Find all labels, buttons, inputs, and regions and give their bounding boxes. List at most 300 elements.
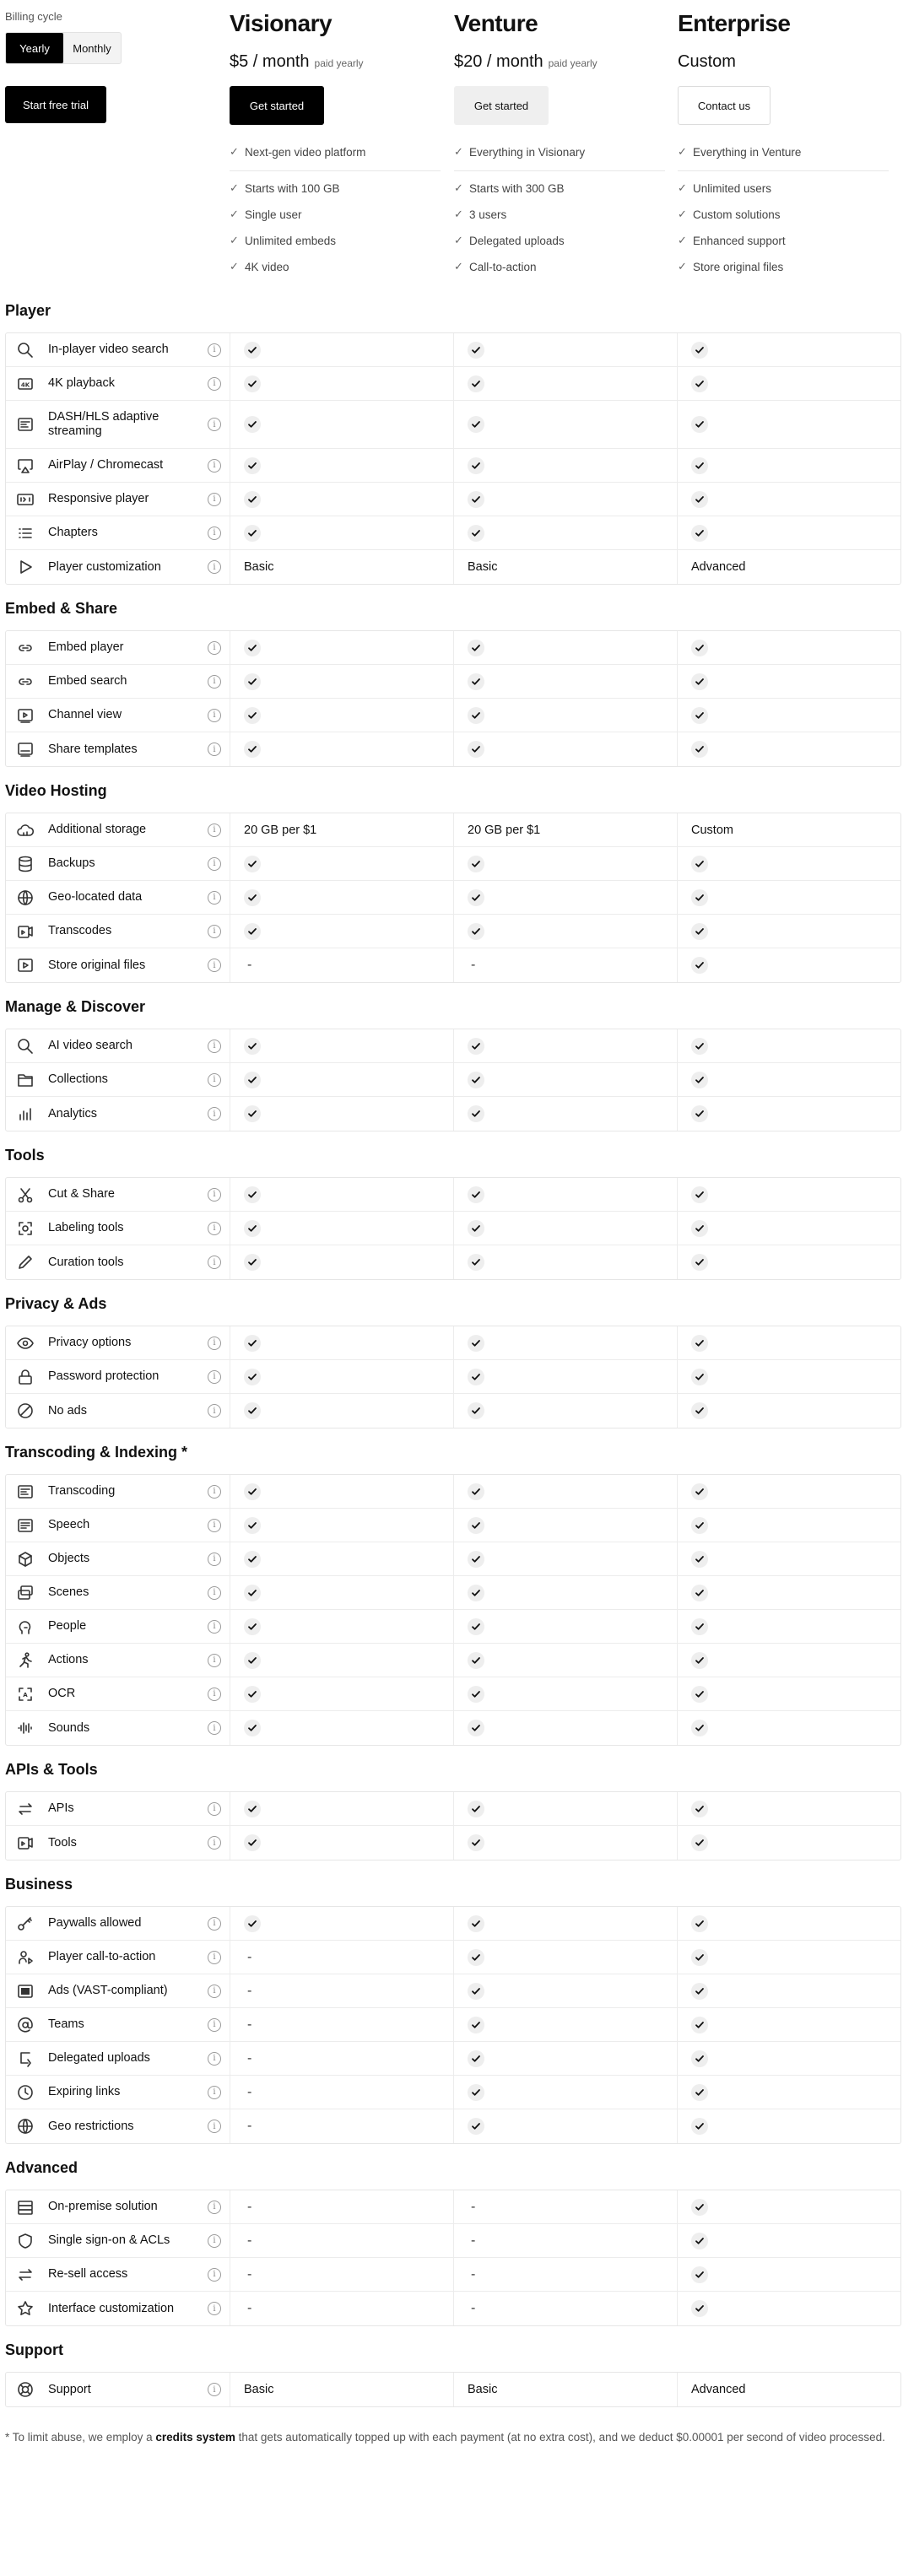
feature-name: APIs xyxy=(48,1801,74,1815)
feature-cell xyxy=(6,1212,230,1245)
plan-value-cell-visionary xyxy=(230,2373,454,2406)
info-icon[interactable]: i xyxy=(208,560,221,574)
plan-value-cell-venture xyxy=(454,1178,678,1211)
footnote-prefix: * To limit abuse, we employ a xyxy=(5,2431,156,2444)
feature-name: Expiring links xyxy=(48,2085,121,2098)
plan-price-note: paid yearly xyxy=(548,57,597,69)
table-row xyxy=(6,847,900,881)
table-row xyxy=(6,2042,900,2076)
check-icon xyxy=(244,1652,261,1669)
info-icon[interactable]: i xyxy=(208,418,221,431)
info-icon[interactable]: i xyxy=(208,2086,221,2099)
feature-name: Analytics xyxy=(48,1106,98,1121)
check-icon xyxy=(244,741,261,758)
plan-value-cell-venture xyxy=(454,1360,678,1393)
plan-value-cell-visionary xyxy=(230,1974,454,2007)
feature-name: Chapters xyxy=(48,526,98,539)
footnote-credits-system: credits system xyxy=(155,2431,235,2444)
feature-table xyxy=(5,1177,901,1280)
info-icon[interactable]: i xyxy=(208,2201,221,2214)
table-row xyxy=(6,1610,900,1644)
plan-cta-button-venture[interactable]: Get started xyxy=(454,86,549,125)
check-icon xyxy=(244,673,261,690)
feature-table xyxy=(5,1326,901,1428)
info-icon[interactable]: i xyxy=(208,1917,221,1931)
section-embed-share xyxy=(0,585,903,767)
plan-value-text: Custom xyxy=(691,823,733,837)
feature-name: Support xyxy=(48,2382,91,2396)
info-icon[interactable]: i xyxy=(208,1654,221,1667)
head-icon xyxy=(16,1617,35,1636)
plan-feature-text: Custom solutions xyxy=(693,208,781,221)
check-icon xyxy=(244,1369,261,1385)
info-icon[interactable]: i xyxy=(208,2052,221,2066)
check-icon xyxy=(244,1105,261,1122)
info-icon[interactable]: i xyxy=(208,2383,221,2396)
check-icon xyxy=(691,1402,708,1419)
4k-icon xyxy=(16,375,35,393)
feature-name: Speech xyxy=(48,1518,90,1531)
feature-name: Password protection xyxy=(48,1369,160,1383)
info-icon[interactable]: i xyxy=(208,1688,221,1701)
plan-lead-feature xyxy=(454,143,675,160)
feature-cell xyxy=(6,2076,230,2109)
info-icon[interactable]: i xyxy=(208,1985,221,1998)
check-icon xyxy=(244,375,261,392)
feature-name: No ads xyxy=(48,1403,87,1418)
plan-cta-wrapper xyxy=(678,73,899,125)
info-icon[interactable]: i xyxy=(208,1721,221,1735)
check-icon xyxy=(468,640,484,656)
check-icon xyxy=(244,1072,261,1088)
plan-value-cell-visionary xyxy=(230,1063,454,1096)
info-icon[interactable]: i xyxy=(208,1620,221,1634)
info-icon[interactable]: i xyxy=(208,2268,221,2282)
plan-value-cell-visionary xyxy=(230,699,454,732)
table-row xyxy=(6,333,900,367)
list-icon xyxy=(16,524,35,543)
plan-value-cell-visionary xyxy=(230,1677,454,1710)
plan-cta-button-visionary[interactable]: Get started xyxy=(230,86,324,125)
scenes-icon xyxy=(16,1584,35,1602)
table-row xyxy=(6,813,900,847)
plan-value-text: Basic xyxy=(244,2383,274,2396)
feature-cell xyxy=(6,2224,230,2257)
check-icon xyxy=(468,1551,484,1568)
plan-value-cell-visionary xyxy=(230,2292,454,2325)
table-row xyxy=(6,1097,900,1131)
info-icon[interactable]: i xyxy=(208,1256,221,1269)
not-included-dash: - xyxy=(471,958,476,972)
feature-name: DASH/HLS adaptive streaming xyxy=(48,410,160,438)
plan-value-cell-visionary xyxy=(230,1097,454,1131)
plan-price xyxy=(678,51,899,73)
table-row xyxy=(6,1394,900,1428)
info-icon[interactable]: i xyxy=(208,377,221,391)
table-row xyxy=(6,1245,900,1279)
plan-value-cell-visionary xyxy=(230,333,454,366)
info-icon[interactable]: i xyxy=(208,709,221,722)
plan-cta-button-enterprise[interactable]: Contact us xyxy=(678,86,771,125)
check-icon xyxy=(244,1220,261,1237)
info-icon[interactable]: i xyxy=(208,824,221,837)
plan-value-cell-enterprise xyxy=(678,1029,900,1062)
shield-icon xyxy=(16,2232,35,2250)
plan-value-cell-venture xyxy=(454,1974,678,2007)
check-icon xyxy=(691,1915,708,1932)
plan-name: Visionary xyxy=(230,10,333,36)
feature-cell xyxy=(6,401,230,448)
feature-cell xyxy=(6,813,230,846)
check-icon xyxy=(468,673,484,690)
billing-option-yearly[interactable]: Yearly xyxy=(6,33,63,63)
check-icon xyxy=(244,1585,261,1601)
table-row xyxy=(6,631,900,665)
table-row xyxy=(6,915,900,948)
plan-value-cell-venture xyxy=(454,2042,678,2075)
feature-table xyxy=(5,1029,901,1131)
check-icon xyxy=(468,1072,484,1088)
section-title: Video Hosting xyxy=(5,782,107,799)
cube-icon xyxy=(16,1550,35,1569)
plan-value-cell-venture xyxy=(454,631,678,664)
check-icon xyxy=(468,1220,484,1237)
check-icon xyxy=(468,1335,484,1352)
plan-value-cell-venture xyxy=(454,2109,678,2143)
not-included-dash: - xyxy=(247,2266,252,2282)
section-video-hosting xyxy=(0,767,903,983)
check-icon xyxy=(244,889,261,906)
plan-value-cell-venture xyxy=(454,516,678,549)
plan-column-enterprise xyxy=(678,8,899,284)
feature-cell xyxy=(6,915,230,948)
info-icon[interactable]: i xyxy=(208,891,221,905)
plan-value-cell-visionary xyxy=(230,1360,454,1393)
info-icon[interactable]: i xyxy=(208,343,221,357)
check-icon xyxy=(468,923,484,940)
check-icon xyxy=(468,889,484,906)
plan-feature-text: Call-to-action xyxy=(469,260,537,273)
plan-value-cell-venture xyxy=(454,1063,678,1096)
info-icon[interactable]: i xyxy=(208,925,221,938)
feature-name: Backups xyxy=(48,856,95,870)
info-icon[interactable]: i xyxy=(208,1485,221,1499)
feature-cell xyxy=(6,2008,230,2041)
info-icon[interactable]: i xyxy=(208,1107,221,1121)
table-row xyxy=(6,1212,900,1245)
billing-cycle-toggle xyxy=(5,32,122,64)
plan-value-cell-enterprise xyxy=(678,401,900,448)
plan-value-cell-visionary xyxy=(230,2109,454,2143)
plan-value-cell-enterprise xyxy=(678,948,900,982)
check-icon: ✓ xyxy=(678,260,687,273)
plan-value-text: 20 GB per $1 xyxy=(468,823,541,837)
feature-cell xyxy=(6,631,230,664)
not-included-dash: - xyxy=(471,2301,476,2315)
plan-feature-list xyxy=(230,180,451,275)
check-icon xyxy=(691,957,708,974)
plan-value-cell-venture xyxy=(454,483,678,516)
not-included-dash: - xyxy=(247,2084,252,2099)
info-icon[interactable]: i xyxy=(208,1586,221,1600)
check-icon xyxy=(468,856,484,872)
feature-cell xyxy=(6,550,230,584)
plan-value-cell-venture xyxy=(454,813,678,846)
plan-value-cell-enterprise xyxy=(678,1711,900,1745)
globe-icon xyxy=(16,888,35,907)
plan-value-cell-enterprise xyxy=(678,1576,900,1609)
airplay-icon xyxy=(16,456,35,475)
plan-value-cell-venture xyxy=(454,1245,678,1279)
plan-feature-text: Store original files xyxy=(693,260,784,273)
plan-value-cell-visionary xyxy=(230,1178,454,1211)
footnote xyxy=(5,2426,898,2449)
plan-value-text: Advanced xyxy=(691,560,746,574)
billing-panel xyxy=(5,8,224,123)
at-icon xyxy=(16,2016,35,2034)
check-icon xyxy=(691,1949,708,1966)
plan-value-cell-enterprise xyxy=(678,1792,900,1825)
info-icon[interactable]: i xyxy=(208,1370,221,1384)
plan-value-cell-enterprise xyxy=(678,449,900,482)
section-title: Embed & Share xyxy=(5,600,118,617)
table-row xyxy=(6,2076,900,2109)
feature-cell xyxy=(6,1178,230,1211)
section-manage-discover xyxy=(0,983,903,1131)
plan-value-cell-visionary xyxy=(230,2190,454,2223)
check-icon xyxy=(691,673,708,690)
plan-value-cell-enterprise xyxy=(678,1907,900,1940)
table-row xyxy=(6,516,900,550)
table-row xyxy=(6,401,900,449)
ban-icon xyxy=(16,1401,35,1420)
plan-value-cell-visionary xyxy=(230,401,454,448)
info-icon[interactable]: i xyxy=(208,959,221,972)
table-row xyxy=(6,1677,900,1711)
run-icon xyxy=(16,1651,35,1670)
server-icon xyxy=(16,2198,35,2217)
feature-cell xyxy=(6,2292,230,2325)
feature-name: Privacy options xyxy=(48,1336,132,1349)
plan-value-cell-enterprise xyxy=(678,2042,900,2075)
table-row xyxy=(6,1711,900,1745)
plan-value-cell-enterprise xyxy=(678,1097,900,1131)
check-icon xyxy=(468,491,484,508)
plan-value-cell-venture xyxy=(454,665,678,698)
section-business xyxy=(0,1860,903,2144)
feature-name: Embed player xyxy=(48,640,124,654)
info-icon[interactable]: i xyxy=(208,1951,221,1964)
plan-feature-text: 3 users xyxy=(469,208,507,221)
plan-value-cell-venture xyxy=(454,699,678,732)
info-icon[interactable]: i xyxy=(208,1519,221,1532)
table-row xyxy=(6,881,900,915)
plan-feature-item xyxy=(230,206,451,223)
info-icon[interactable]: i xyxy=(208,527,221,540)
feature-name: Single sign-on & ACLs xyxy=(48,2233,170,2247)
table-row xyxy=(6,699,900,732)
feature-cell xyxy=(6,1644,230,1677)
plan-value-cell-venture xyxy=(454,2224,678,2257)
plan-feature-text: Starts with 300 GB xyxy=(469,181,565,195)
info-icon[interactable]: i xyxy=(208,1836,221,1850)
check-icon xyxy=(244,856,261,872)
feature-name: Scenes xyxy=(48,1585,89,1599)
plan-value-cell-venture xyxy=(454,881,678,914)
info-icon[interactable]: i xyxy=(208,1802,221,1816)
info-icon[interactable]: i xyxy=(208,2234,221,2248)
info-icon[interactable]: i xyxy=(208,2120,221,2133)
billing-option-monthly[interactable]: Monthly xyxy=(73,41,111,55)
feature-name: 4K playback xyxy=(48,376,115,390)
feature-cell xyxy=(6,1711,230,1745)
check-icon xyxy=(244,342,261,359)
check-icon xyxy=(468,1618,484,1635)
plan-value-cell-visionary xyxy=(230,1907,454,1940)
lock-icon xyxy=(16,1368,35,1386)
plan-feature-text: Unlimited embeds xyxy=(245,234,337,247)
feature-name: Tools xyxy=(48,1835,77,1850)
check-icon xyxy=(691,1585,708,1601)
plan-value-cell-enterprise xyxy=(678,550,900,584)
table-row xyxy=(6,1029,900,1063)
not-included-dash: - xyxy=(247,958,252,972)
table-row xyxy=(6,2258,900,2292)
info-icon[interactable]: i xyxy=(208,1040,221,1053)
not-included-dash: - xyxy=(471,2199,476,2214)
plan-value-cell-visionary xyxy=(230,1711,454,1745)
check-icon xyxy=(244,1186,261,1203)
info-icon[interactable]: i xyxy=(208,641,221,655)
comparison-sections xyxy=(0,287,903,2407)
plan-value-cell-venture xyxy=(454,1576,678,1609)
check-icon xyxy=(468,1105,484,1122)
plan-value-cell-enterprise xyxy=(678,1178,900,1211)
plan-value-cell-visionary xyxy=(230,915,454,948)
check-icon xyxy=(468,1801,484,1817)
check-icon xyxy=(691,1254,708,1271)
info-icon[interactable]: i xyxy=(208,1337,221,1350)
check-icon xyxy=(468,525,484,542)
plan-value-text: Basic xyxy=(468,2383,498,2396)
info-icon[interactable]: i xyxy=(208,2018,221,2032)
feature-name: Player call-to-action xyxy=(48,1950,156,1963)
feature-name: Responsive player xyxy=(48,492,149,505)
plan-value-cell-visionary xyxy=(230,1941,454,1974)
info-icon[interactable]: i xyxy=(208,1073,221,1087)
check-icon xyxy=(468,375,484,392)
scissors-icon xyxy=(16,1185,35,1204)
info-icon[interactable]: i xyxy=(208,2302,221,2315)
upload-icon xyxy=(16,2049,35,2068)
info-icon[interactable]: i xyxy=(208,857,221,871)
bars-icon xyxy=(16,1104,35,1123)
feature-table xyxy=(5,1474,901,1746)
check-icon xyxy=(244,1335,261,1352)
plan-value-cell-venture xyxy=(454,1542,678,1575)
check-icon xyxy=(691,1369,708,1385)
ads-icon xyxy=(16,1982,35,2001)
info-icon[interactable]: i xyxy=(208,493,221,506)
check-icon xyxy=(468,741,484,758)
check-icon xyxy=(691,2233,708,2249)
feature-name: Channel view xyxy=(48,708,122,721)
plan-lead-feature xyxy=(230,143,451,160)
svg-text:4K: 4K xyxy=(20,381,30,388)
check-icon xyxy=(691,1220,708,1237)
section-title: APIs & Tools xyxy=(5,1761,98,1778)
info-icon[interactable]: i xyxy=(208,1222,221,1235)
start-free-trial-button[interactable]: Start free trial xyxy=(5,86,106,123)
check-icon xyxy=(468,2118,484,2135)
check-icon xyxy=(691,741,708,758)
check-icon xyxy=(468,1585,484,1601)
plan-price xyxy=(230,51,451,73)
plan-feature-text: Unlimited users xyxy=(693,181,772,195)
feature-cell xyxy=(6,2042,230,2075)
plan-value-cell-venture xyxy=(454,1394,678,1428)
feature-name: Transcoding xyxy=(48,1484,116,1498)
feature-name: Geo restrictions xyxy=(48,2119,134,2133)
feature-table xyxy=(5,2372,901,2407)
check-icon xyxy=(691,1686,708,1703)
check-icon xyxy=(691,1801,708,1817)
plan-value-cell-enterprise xyxy=(678,665,900,698)
check-icon xyxy=(468,1834,484,1851)
check-icon xyxy=(691,1483,708,1500)
check-icon xyxy=(468,1186,484,1203)
plan-value-cell-visionary xyxy=(230,881,454,914)
section-title: Privacy & Ads xyxy=(5,1295,107,1312)
info-icon[interactable]: i xyxy=(208,675,221,689)
check-icon xyxy=(691,1038,708,1055)
feature-cell xyxy=(6,1974,230,2007)
section-player xyxy=(0,287,903,585)
plan-value-cell-visionary xyxy=(230,2258,454,2291)
feature-table xyxy=(5,2190,901,2326)
table-row xyxy=(6,1792,900,1826)
section-support xyxy=(0,2326,903,2407)
check-icon xyxy=(691,923,708,940)
plan-value-cell-venture xyxy=(454,1792,678,1825)
section-title: Advanced xyxy=(5,2159,78,2176)
check-icon xyxy=(468,1402,484,1419)
play-box-icon xyxy=(16,956,35,975)
info-icon[interactable]: i xyxy=(208,1553,221,1566)
plan-value-cell-venture xyxy=(454,367,678,400)
plan-value-cell-visionary xyxy=(230,483,454,516)
feature-name: Paywalls allowed xyxy=(48,1916,142,1930)
plan-value-cell-visionary xyxy=(230,1394,454,1428)
plan-value-cell-venture xyxy=(454,2292,678,2325)
info-icon[interactable]: i xyxy=(208,743,221,756)
check-icon: ✓ xyxy=(454,208,463,220)
plan-feature-text: Delegated uploads xyxy=(469,234,565,247)
check-icon xyxy=(691,2017,708,2033)
plan-value-cell-visionary xyxy=(230,2076,454,2109)
check-icon xyxy=(244,1720,261,1736)
feature-cell xyxy=(6,2258,230,2291)
check-icon xyxy=(468,1369,484,1385)
table-row xyxy=(6,948,900,982)
info-icon[interactable]: i xyxy=(208,459,221,473)
plan-value-cell-visionary xyxy=(230,1644,454,1677)
check-icon: ✓ xyxy=(230,234,239,246)
plan-value-cell-venture xyxy=(454,1097,678,1131)
plan-value-cell-enterprise xyxy=(678,1826,900,1860)
info-icon[interactable]: i xyxy=(208,1188,221,1202)
info-icon[interactable]: i xyxy=(208,1404,221,1418)
